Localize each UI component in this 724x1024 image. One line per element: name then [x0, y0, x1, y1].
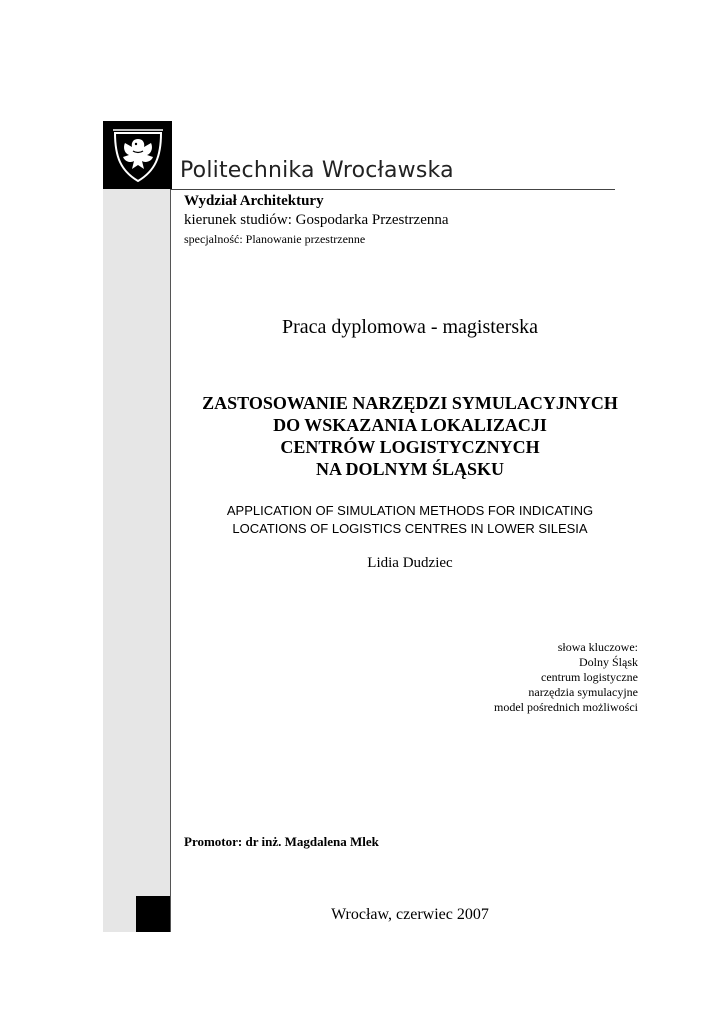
header-rule — [170, 189, 615, 190]
thesis-type: Praca dyplomowa - magisterska — [281, 316, 539, 338]
eagle-crest-icon — [111, 127, 165, 183]
supervisor: Promotor: dr inż. Magdalena Mlek — [184, 834, 379, 849]
keyword-item: Dolny Śląsk — [578, 655, 638, 669]
keyword-item: narzędzia symulacyjne — [528, 685, 638, 699]
title-pl-line: DO WSKAZANIA LOKALIZACJI — [273, 415, 547, 435]
university-name: Politechnika Wrocławska — [180, 158, 454, 183]
title-pl-line: ZASTOSOWANIE NARZĘDZI SYMULACYJNYCH — [202, 393, 618, 413]
university-logo — [103, 121, 172, 189]
title-pl-line: CENTRÓW LOGISTYCZNYCH — [280, 437, 540, 457]
bottom-marker — [136, 896, 170, 932]
field-of-study: kierunek studiów: Gospodarka Przestrzenna — [184, 212, 449, 228]
faculty-name: Wydział Architektury — [184, 193, 324, 209]
title-en-line: APPLICATION OF SIMULATION METHODS FOR INDICATING — [226, 503, 594, 518]
place-and-date: Wrocław, czerwiec 2007 — [331, 906, 489, 923]
keyword-item: model pośrednich możliwości — [494, 700, 638, 714]
title-pl-line: NA DOLNYM ŚLĄSKU — [315, 459, 505, 479]
author-name: Lidia Dudziec — [367, 555, 453, 571]
keyword-item: centrum logistyczne — [541, 670, 638, 684]
keywords-heading: słowa kluczowe: — [557, 640, 638, 654]
title-polish — [170, 392, 650, 480]
title-en-line: LOCATIONS OF LOGISTICS CENTRES IN LOWER SILESIA — [232, 521, 588, 536]
side-band — [103, 121, 171, 932]
specialty: specjalność: Planowanie przestrzenne — [184, 232, 366, 246]
title-english — [170, 502, 650, 538]
keywords-block — [494, 640, 638, 715]
